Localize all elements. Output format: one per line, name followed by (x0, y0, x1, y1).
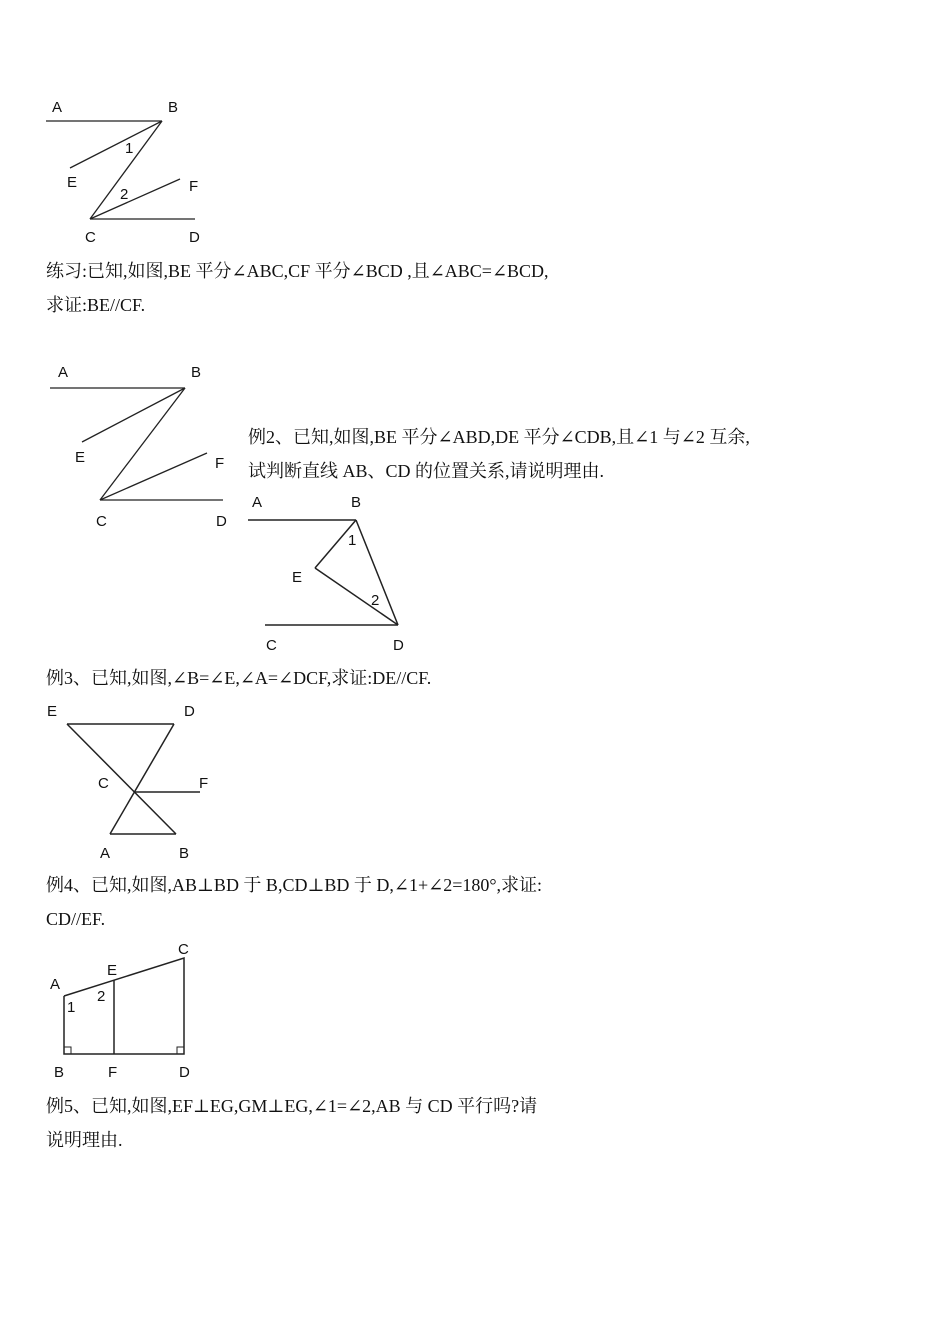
fig4-label-a: A (100, 845, 111, 862)
figure-4 (40, 700, 220, 865)
fig4-label-b: B (179, 845, 190, 862)
figure-1 (40, 95, 210, 250)
example3-text (46, 661, 431, 695)
fig1-label-1: 1 (125, 140, 134, 157)
fig5-label-f: F (108, 1064, 118, 1081)
fig4-label-e: E (47, 703, 58, 720)
fig2-label-a: A (58, 364, 69, 381)
exercise-line-2: 求证:BE//CF. (46, 295, 146, 315)
exercise-text (46, 254, 549, 322)
fig3-label-a: A (252, 494, 263, 511)
fig3-label-1: 1 (348, 532, 357, 549)
fig5-label-e: E (107, 962, 118, 979)
fig4-label-c: C (98, 775, 109, 792)
fig2-label-c: C (96, 513, 107, 530)
example4-line-1: 例4、已知,如图,AB⊥BD 于 B,CD⊥BD 于 D,∠1+∠2=180°,求证: (46, 875, 543, 895)
fig2-label-f: F (215, 455, 225, 472)
example4-line-2: CD//EF. (46, 909, 106, 929)
fig5-label-c: C (178, 941, 189, 958)
example5-text (46, 1089, 537, 1157)
figure-3 (245, 488, 420, 658)
fig3-label-e: E (292, 569, 303, 586)
fig1-label-b: B (168, 99, 179, 116)
fig2-label-b: B (191, 364, 202, 381)
fig1-label-2: 2 (120, 186, 129, 203)
fig1-label-f: F (189, 178, 199, 195)
fig5-label-2: 2 (97, 988, 106, 1005)
fig5-label-a: A (50, 976, 61, 993)
fig1-label-c: C (85, 229, 96, 246)
fig3-label-b: B (351, 494, 362, 511)
example5-line-2: 说明理由. (46, 1130, 123, 1150)
fig4-label-f: F (199, 775, 209, 792)
example4-text (46, 868, 542, 936)
fig1-label-a: A (52, 99, 63, 116)
example3-line-1: 例3、已知,如图,∠B=∠E,∠A=∠DCF,求证:DE//CF. (46, 668, 432, 688)
fig3-label-2: 2 (371, 592, 380, 609)
fig5-label-d: D (179, 1064, 190, 1081)
example2-line-2: 试判断直线 AB、CD 的位置关系,请说明理由. (248, 461, 605, 481)
fig5-label-b: B (54, 1064, 65, 1081)
example5-line-1: 例5、已知,如图,EF⊥EG,GM⊥EG,∠1=∠2,AB 与 CD 平行吗?请 (46, 1096, 538, 1116)
fig2-label-e: E (75, 449, 86, 466)
example2-line-1: 例2、已知,如图,BE 平分∠ABD,DE 平分∠CDB,且∠1 与∠2 互余, (248, 427, 750, 447)
exercise-line-1: 练习:已知,如图,BE 平分∠ABC,CF 平分∠BCD ,且∠ABC=∠BCD, (46, 261, 549, 281)
fig3-label-c: C (266, 637, 277, 654)
fig4-label-d: D (184, 703, 195, 720)
figure-5 (40, 940, 210, 1085)
fig1-label-d: D (189, 229, 200, 246)
fig1-label-e: E (67, 174, 78, 191)
fig3-label-d: D (393, 637, 404, 654)
figure-2 (45, 358, 245, 533)
example2-text (248, 420, 750, 488)
fig2-label-d: D (216, 513, 227, 530)
fig5-label-1: 1 (67, 999, 76, 1016)
